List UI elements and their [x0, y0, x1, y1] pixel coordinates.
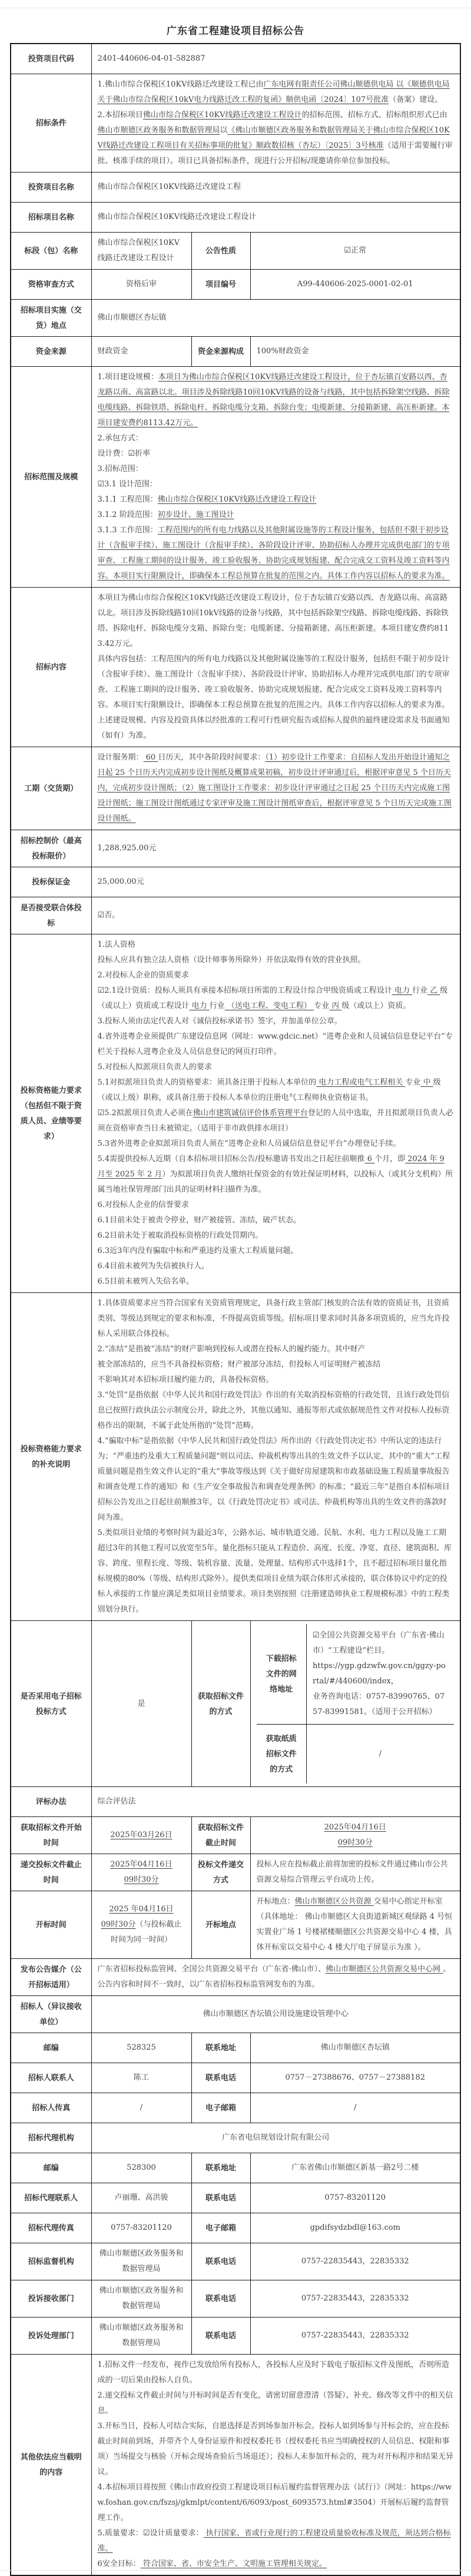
investment-project-name-value: 佛山市综合保税区10KV线路迁改建设工程 [91, 173, 460, 203]
complaint-receive-label: 投诉接收部门 [11, 2280, 91, 2318]
project-number-label: 项目编号 [191, 270, 250, 300]
tenderer-postcode-value: 528325 [91, 2033, 191, 2063]
tenderer-email-value: / [250, 2093, 460, 2123]
paper-doc-value: / [307, 1725, 455, 1784]
tenderer-fax-label: 招标人传真 [11, 2093, 91, 2123]
supervision-label: 招标监督机构 [11, 2243, 91, 2280]
row-qualification-review [11, 270, 460, 300]
complaint-receive-value: 佛山市顺德区政务服务和数据管理局 [91, 2280, 191, 2318]
agency-value: 广东省电信规划设计院有限公司 [91, 2123, 460, 2153]
row-agency-postcode [11, 2153, 460, 2183]
row-complaint-receive [11, 2280, 460, 2318]
row-evaluation-method [11, 1787, 460, 1817]
consortium-label: 是否接受联合体投标 [11, 897, 91, 934]
row-tenderer [11, 1996, 460, 2033]
row-tender-conditions [11, 74, 460, 173]
notice-nature-label: 公告性质 [191, 233, 250, 270]
complaint-handle-phone-label: 联系电话 [191, 2318, 250, 2355]
row-agency [11, 2123, 460, 2153]
control-price-label: 招标控制价（最高投标限价） [11, 830, 91, 867]
agency-address-label: 联系地址 [191, 2153, 250, 2183]
complaint-handle-phone-value: 0757-22835443，22835332 [250, 2318, 460, 2355]
row-e-bidding [11, 1621, 460, 1787]
row-tender-project-name [11, 203, 460, 233]
qualification-requirements-content: 1.法人资格 投标人应具有独立法人资格（设计师事务所除外）并依法取得有效的营业执照。 2.对投标人企业的资质要求 ☑2.1设计资质：投标人须具有承接本招标项目所需的工程设计综合甲级资质或工程设计 电力 行业 乙 级（或以上）资质或工程设计 电力 行业 （送电工程、变电工程） 专业 丙 级（或以上）资质。 3.投标人须由法定代表人对《诚信投标承诺书》签字，并加盖单位公章。 4.省外进粤企业须提供广东建设信息网（网址：www.gdcic.net）“进粤企业和人员诚信信息登记平台”专栏关于投标人进粤企业及人员信息登记的网页打印件。 5.对投标人拟派项目负责人的要求 5.1对拟派项目负责人的资格要求：须具备注册于投标人本单位的 电力工程或电气工程相关 专业 中 级（或以上级）职称，或具备注册于投标人本单位的注册电气工程师执业资格证书。 ☑5.2拟派项目负责人必须在佛山市建筑诚信评价体系管理平台登记的人员中选取，并且拟派项目负责人必须在资格审查当日未被锁定。（适用于非市政供排水项目） 5.3省外进粤企业拟派项目负责人须在“进粤企业和人员诚信信息登记平台”办理登记手续。 5.4需提供投标人近期（自本招标项目招标公告/投标邀请书发出之日起往前顺推 6 个月，即 2024 年 9 月至 2025 年 2 月）为拟派项目负责人缴纳社保资金的有效社保证明材料，以投标人（或其分支机构）所属当地社保管理部门出具的证明材料扫描件为准。 6.对投标人企业的信誉要求 6.1目前未处于被责令停业，财产被接管、冻结，破产状态。 6.2目前未处于被取消投标资格的行政处罚期内。 6.3近3年内没有骗取中标和严重违约及重大工程质量问题。 6.4目前未被列为失信被执行人。 6.5目前未被列入失信名单。 [91, 934, 460, 1293]
doc-method-label: 获取招标文件的方式 [191, 1621, 250, 1787]
row-qualification-supplement [11, 1293, 460, 1621]
complaint-receive-phone-value: 0757-22835443，22835332 [250, 2280, 460, 2318]
agency-postcode-label: 邮编 [11, 2153, 91, 2183]
fund-composition-label: 资金来源构成 [191, 337, 250, 367]
row-download-address [257, 1624, 455, 1725]
agency-label: 招标代理机构 [11, 2123, 91, 2153]
notice-nature-value: ☑正常 [250, 233, 460, 270]
tenderer-phone-label: 联系电话 [191, 2063, 250, 2093]
doc-obtain-end-value: 2025年04月16日 09时30分 [250, 1817, 460, 1854]
paper-doc-label: 获取纸质招标文件的方式 [257, 1725, 307, 1784]
tender-content-content: 本项目为佛山市综合保税区10KV线路迁改建设工程设计，位于杏坛镇百安路以西、杏龙路以南、高富路以北。项目涉及拆除线路10回10kV线路的设备与线路，其中包括拆除架空线路、拆除电缆线路、拆除铁塔、拆除电杆、拆除电缆分支箱、拆除台变；电缆新建、分接箱新建、高压柜新建。本项目建安费约8113.42万元。 具体内容包括：工程范围内的所有电力线路以及其他附属设施等的工程设计服务，包括但不限于初步设计（含报审手续）、施工图设计（含报审手续）、各阶段设计评审、协助招标人办理并完成供电部门的专项审查、工程施工期间的设计服务、竣工验收服务、协助完成规划报建、配合完成交工资料及竣工资料等内容。本项目实行限额设计，即确保本工程总预算在批复的范围之内。具体工作内容以招标人的要求为准。上述建设规模、内容及投资具体以经批准的工程可行性研究报告或招标人提供的最终建设需求及书面通知（如有）为准。 [91, 588, 460, 747]
qualification-supplement-content: 1.具体资质要求应当符合国家有关资质管理规定，具备行政主管部门核发的合法有效的资质证书，且资质类别、等级达到规定的要求和标准，不得提高资质等级。招标项目要求同时具备多项资质的，应当允许投标人采用联合体投标。 2.“冻结”是指被“冻结”的财产影响到投标人或潜在投标人的履约能力。其中财产 被全部冻结的，应当不具备投标资格；财产被部分冻结，但投标人可证明财产被冻结 不影响其对本招标项目履约能力的，具备投标资格。 3.“处罚”是指依据《中华人民共和国行政处罚法》作出的有关取消投标资格的行政处罚，且该行政处罚信息已按照行政执法公示制度公开，除此之外，其他以通知、通报等形式或依据规范性文件对投标人投标资格作出的限制，不属于此处所指的“处罚”范畴。 4.“骗取中标”是指依据《中华人民共和国行政处罚法》所作出的《行政处罚决定书》中所认定的违法行为；“严重违约及重大工程质量问题”则以司法、仲裁机构等出具的生效文件予以认定，其中的“重大”工程质量问题是指生效文件认定的“重大”事故等级达到《关于做好房屋建筑和市政基础设施工程质量事故报告和调查处理工作的通知》和《生产安全事故报告和调查处理条例》的标准；“最近三年”是指自本招标项目招标公告发出之日起往前顺推3年，以《行政处罚决定书》或司法、仲裁机构等出具的生效文件的落款时间为准。 5.类似项目业绩的考察时间为最近3年，公路水运、城市轨道交通、民航、水利、电力工程以及施工工期超过3年的其他工程可以放宽至5年。量化指标只能从工程造价、高度、长度、净宽、直径、建筑面积、库容、跨度、里程长度、等级、装机容量、流量、处理量、结构形式中选择1个，且不超过招标项目量化指标规模的80%（等级、结构形式除外）。提供类似项目业绩为联合体形式承接的，联合体协议中约定的投标人承接的工作量应满足类似项目业绩要求。项目类别按照《注册建造师执业工程规模标准》中的工程类别划分执行。 [91, 1293, 460, 1621]
bid-bond-value: 25,000.00元 [91, 867, 460, 897]
other-content-content: 1.招标文件一经发布，视作已发放给所有投标人，各投标人应及时下载电子版招标文件及图纸，否则所造成的一切后果由投标人自负。 2.递交投标文件截止时间与开标时间是否有变化，请密切留意澄清（答疑）、补充、修改等文件中的相关信息。 3.开标当日，投标人可结合实际，自愿选择是否到场参加开标会。投标人如到场参与开标会的，应在投标截止时间前到场，并带齐个人身份证原件和授权委托书（授权委托书应当明确授权的人员信息、权限和事项）当场提交与核验（开标会现场查验后当场退还）；投标人未参加开标会的，视为对开标程序和结果无异议。 4.本招标项目将按照《佛山市政府投资工程建设项目标后履约监督管理办法（试行）》（网址：https://www.foshan.gov.cn/fszsj/gkmlpt/content/6/6093/post_6093573.html#3504）开展标后履约监督管理工作。 5.质量要求：☑设计质量要求： 执行国家、省或行业现行的工程建设质量验收标准及规范，须达到合格标准。 6安全目标： 符合国家、省、市安全生产、文明施工管理相关规定。 [91, 2355, 460, 2576]
row-tenderer-contact [11, 2063, 460, 2093]
tenderer-value: 佛山市顺德区杏坛镇公用设施建设管理中心 [91, 1996, 460, 2033]
tender-announcement-table [10, 43, 461, 2576]
tenderer-contact-value: 陈工 [91, 2063, 191, 2093]
investment-code-label: 投资项目代码 [11, 44, 91, 74]
e-bidding-label: 是否采用电子招标投标方式 [11, 1621, 91, 1787]
row-tenderer-postcode [11, 2033, 460, 2063]
tenderer-address-label: 联系地址 [191, 2033, 250, 2063]
row-fund-source [11, 337, 460, 367]
location-label: 招标项目实施（交货）地点 [11, 300, 91, 337]
row-investment-code [11, 44, 460, 74]
bid-opening-place-label: 开标地点 [191, 1891, 250, 1959]
complaint-handle-value: 佛山市顺德区政务服务和数据管理局 [91, 2318, 191, 2355]
delivery-method-value: 投标人应在投标截止前将加密的投标文件通过佛山市公共资源交易综合管理云平台成功上传。 [250, 1854, 460, 1891]
doc-method-inner-table [257, 1624, 455, 1783]
row-announcement-media [11, 1959, 460, 1996]
agency-address-value: 广东省佛山市顺德区新基一路2号二楼 [250, 2153, 460, 2183]
announcement-media-label: 发布公告媒介（公开招标适用） [11, 1959, 91, 1996]
qualification-supplement-label: 投标资格能力要求的补充说明 [11, 1293, 91, 1621]
row-tender-content [11, 588, 460, 747]
bid-opening-time-value: 2025 年04月16日 09时30分（与投标截止时间为同一时间） [91, 1891, 191, 1959]
row-section-package [11, 233, 460, 270]
row-other-content [11, 2355, 460, 2576]
row-doc-obtain-time [11, 1817, 460, 1854]
tenderer-address-value: 佛山市顺德区杏坛镇 [250, 2033, 460, 2063]
tenderer-phone-value: 0757－27388676、0757－27388182 [250, 2063, 460, 2093]
tender-conditions-label: 招标条件 [11, 74, 91, 173]
tenderer-label: 招标人（异议接收单位） [11, 1996, 91, 2033]
project-number-value: A99-440606-2025-0001-02-01 [250, 270, 460, 300]
doc-obtain-start-value: 2025年03月26日 [91, 1817, 191, 1854]
agency-contact-label: 招标代理联系人 [11, 2183, 91, 2213]
agency-phone-value: 0757-83201120 [250, 2183, 460, 2213]
row-consortium [11, 897, 460, 934]
fund-source-label: 资金来源 [11, 337, 91, 367]
supervision-value: 佛山市顺德区政务服务和数据管理局 [91, 2243, 191, 2280]
location-value: 佛山市顺德区杏坛镇 [91, 300, 460, 337]
row-bid-bond [11, 867, 460, 897]
duration-content: 设计服务期： 60 日历天，其中各阶段时间要求：（1）初步设计工作要求：自招标人发出开始设计通知之日起 25 个日历天内完成初步设计图纸及概算成果初稿，初步设计评审通过后，根据评审意见 5 个日历天内，完成初步设计图纸；（2）施工图设计工作要求：初步设计评审通过之日起 25 个日历天内完成施工图设计图纸；施工图设计图纸通过专家评审及施工图设计图纸审查后，根据评审意见 5 个日历天完成施工图设计图纸。 [91, 747, 460, 830]
row-tenderer-fax [11, 2093, 460, 2123]
tenderer-fax-value: / [91, 2093, 191, 2123]
agency-postcode-value: 528300 [91, 2153, 191, 2183]
scope-scale-content: 1.项目建设规模：本项目为佛山市综合保税区10KV线路迁改建设工程设计，位于杏坛镇百安路以西、杏龙路以南、高富路以北。项目涉及拆除线路10回10KV线路的设备与线路，其中包括拆除架空线路、拆除电缆线路、拆除铁塔、拆除电杆、拆除电缆分支箱、拆除台变；电缆新建、分接箱新建、高压柜新建。本项目建安费约8113.42万元。 2.承包方式： 设计费：☑折率 3.招标范围： ☑3.1 设计范围： 3.1.1 工程范围：佛山市综合保税区10KV线路迁改建设工程设计 3.1.2 阶段范围：初步设计、施工图设计 3.1.3 工作范围：工程范围内的所有电力线路以及其他附属设施等的工程设计服务，包括但不限于初步设计（含报审手续）、施工图设计（含报审手续）、各阶段设计评审、协助招标人办理并完成供电部门的专项审查、工程施工期间的设计服务、竣工验收服务、协助完成规划报建、配合完成交工资料及竣工资料等内容。本项目实行限额设计，即确保本工程总预算在批复的范围之内。具体工作内容以招标人的要求为准。 [91, 367, 460, 588]
page-bottom-divider [0, 2570, 471, 2571]
row-qualification-requirements [11, 934, 460, 1293]
agency-phone-label: 联系电话 [191, 2183, 250, 2213]
evaluation-method-label: 评标办法 [11, 1787, 91, 1817]
download-address-label: 下载招标文件的网络地址 [257, 1624, 307, 1725]
row-agency-fax [11, 2213, 460, 2243]
complaint-handle-label: 投诉处理部门 [11, 2318, 91, 2355]
announcement-media-content: 广东省招标投标监管网、全国公共资源交易平台（广东省·佛山市）、佛山市顺德区公共资源交易中心网 。 公告内容和时间不一致时，以广东省招标投标监管网发布的为准。 [91, 1959, 460, 1996]
other-content-label: 其他依法应当载明的内容 [11, 2355, 91, 2576]
row-control-price [11, 830, 460, 867]
qualification-review-value: 资格后审 [91, 270, 191, 300]
tender-conditions-content: 1.佛山市综合保税区10KV线路迁改建设工程已由广东电网有限责任公司佛山顺德供电局 以《顺德供电局关于佛山市综合保税区10kV电力线路迁改工程的复函》顺供电函〔2024〕107号批准（备案）建设。 2.本招标项目佛山市综合保税区10KV线路迁改建设工程设计的招标范围、招标方式、招标组织形式已由佛山市顺德区政务服务和数据管理局以《佛山市顺德区政务服务和数据管理局关于佛山市综合保税区10KV线路迁改建设工程项目有关招标事项的批复》顺政数招核（杏坛）〔2025〕3号核准（适用于需要履行审批、核准手续的项目）。项目已具备招标条件，现进行公开招标/现邀请你单位参加投标。 [91, 74, 460, 173]
tenderer-postcode-label: 邮编 [11, 2033, 91, 2063]
supervision-phone-value: 0757-22835443，22835332 [250, 2243, 460, 2280]
row-duration [11, 747, 460, 830]
section-package-value: 佛山市综合保税区10KV线路迁改建设工程设计 [91, 233, 191, 270]
bid-opening-time-label: 开标时间 [11, 1891, 91, 1959]
row-location [11, 300, 460, 337]
investment-project-name-label: 投资项目名称 [11, 173, 91, 203]
agency-fax-label: 招标代理传真 [11, 2213, 91, 2243]
supervision-phone-label: 联系电话 [191, 2243, 250, 2280]
qualification-review-label: 资格审查方式 [11, 270, 91, 300]
submission-deadline-label: 递交投标文件截止时间 [11, 1854, 91, 1891]
row-bid-opening [11, 1891, 460, 1959]
row-supervision [11, 2243, 460, 2280]
section-package-label: 标段（包）名称 [11, 233, 91, 270]
tenderer-contact-label: 招标人联系人 [11, 2063, 91, 2093]
row-scope-scale [11, 367, 460, 588]
evaluation-method-value: 综合评估法 [91, 1787, 460, 1817]
download-address-content: ☑全国公共资源交易平台（广东省·佛山市）“工程建设”栏目。 https://ygp.gdzwfw.gov.cn/ggzy-portal/#/440600/index， 业务咨询电话：0757-83990765、0757-83991581。（适用于公开招标） [307, 1624, 455, 1725]
tenderer-email-label: 电子邮箱 [191, 2093, 250, 2123]
row-complaint-handle [11, 2318, 460, 2355]
doc-obtain-start-label: 获取招标文件开始时间 [11, 1817, 91, 1854]
doc-method-cell [250, 1621, 460, 1787]
agency-contact-value: 卢丽珊、高洪骏 [91, 2183, 191, 2213]
scope-scale-label: 招标范围及规模 [11, 367, 91, 588]
row-submission-deadline [11, 1854, 460, 1891]
row-agency-contact [11, 2183, 460, 2213]
qualification-requirements-label: 投标资格能力要求（包括但不限于资质人员、业绩等要求） [11, 934, 91, 1293]
bid-bond-label: 投标保证金 [11, 867, 91, 897]
delivery-method-label: 投标文件递交方式 [191, 1854, 250, 1891]
fund-source-value: 财政资金 [91, 337, 191, 367]
row-paper-doc [257, 1725, 455, 1784]
agency-fax-value: 0757-83201120 [91, 2213, 191, 2243]
e-bidding-value: 是 [91, 1621, 191, 1787]
agency-email-label: 电子邮箱 [191, 2213, 250, 2243]
control-price-value: 1,288,925.00元 [91, 830, 460, 867]
duration-label: 工期（交货期） [11, 747, 91, 830]
row-investment-project-name [11, 173, 460, 203]
doc-obtain-end-label: 获取招标文件截止时间 [191, 1817, 250, 1854]
tender-project-name-label: 招标项目名称 [11, 203, 91, 233]
bid-opening-place-value: 开标地点：佛山市顺德区公共资源 交易中心指定开标室（具体地址： 佛山市顺德区大良街道新城区观绿路 4 号恒实置业广场 1 号楼裙楼顺德区公共资源交易中心 4 楼，具体开标室以交易中心 4 楼大厅电子屏显示为准 ）。 [250, 1891, 460, 1959]
complaint-receive-phone-label: 联系电话 [191, 2280, 250, 2318]
consortium-value: ☑否。 [91, 897, 460, 934]
agency-email-value: gpdifsydzbdl@163.com [250, 2213, 460, 2243]
investment-code-value: 2401-440606-04-01-582887 [91, 44, 460, 74]
page-title: 广东省工程建设项目招标公告 [167, 25, 304, 37]
fund-composition-value: 100%财政资金 [250, 337, 460, 367]
tender-content-label: 招标内容 [11, 588, 91, 747]
submission-deadline-value: 2025年04月16日 09时30分 [91, 1854, 191, 1891]
tender-project-name-value: 佛山市综合保税区10KV线路迁改建设工程设计 [91, 203, 460, 233]
